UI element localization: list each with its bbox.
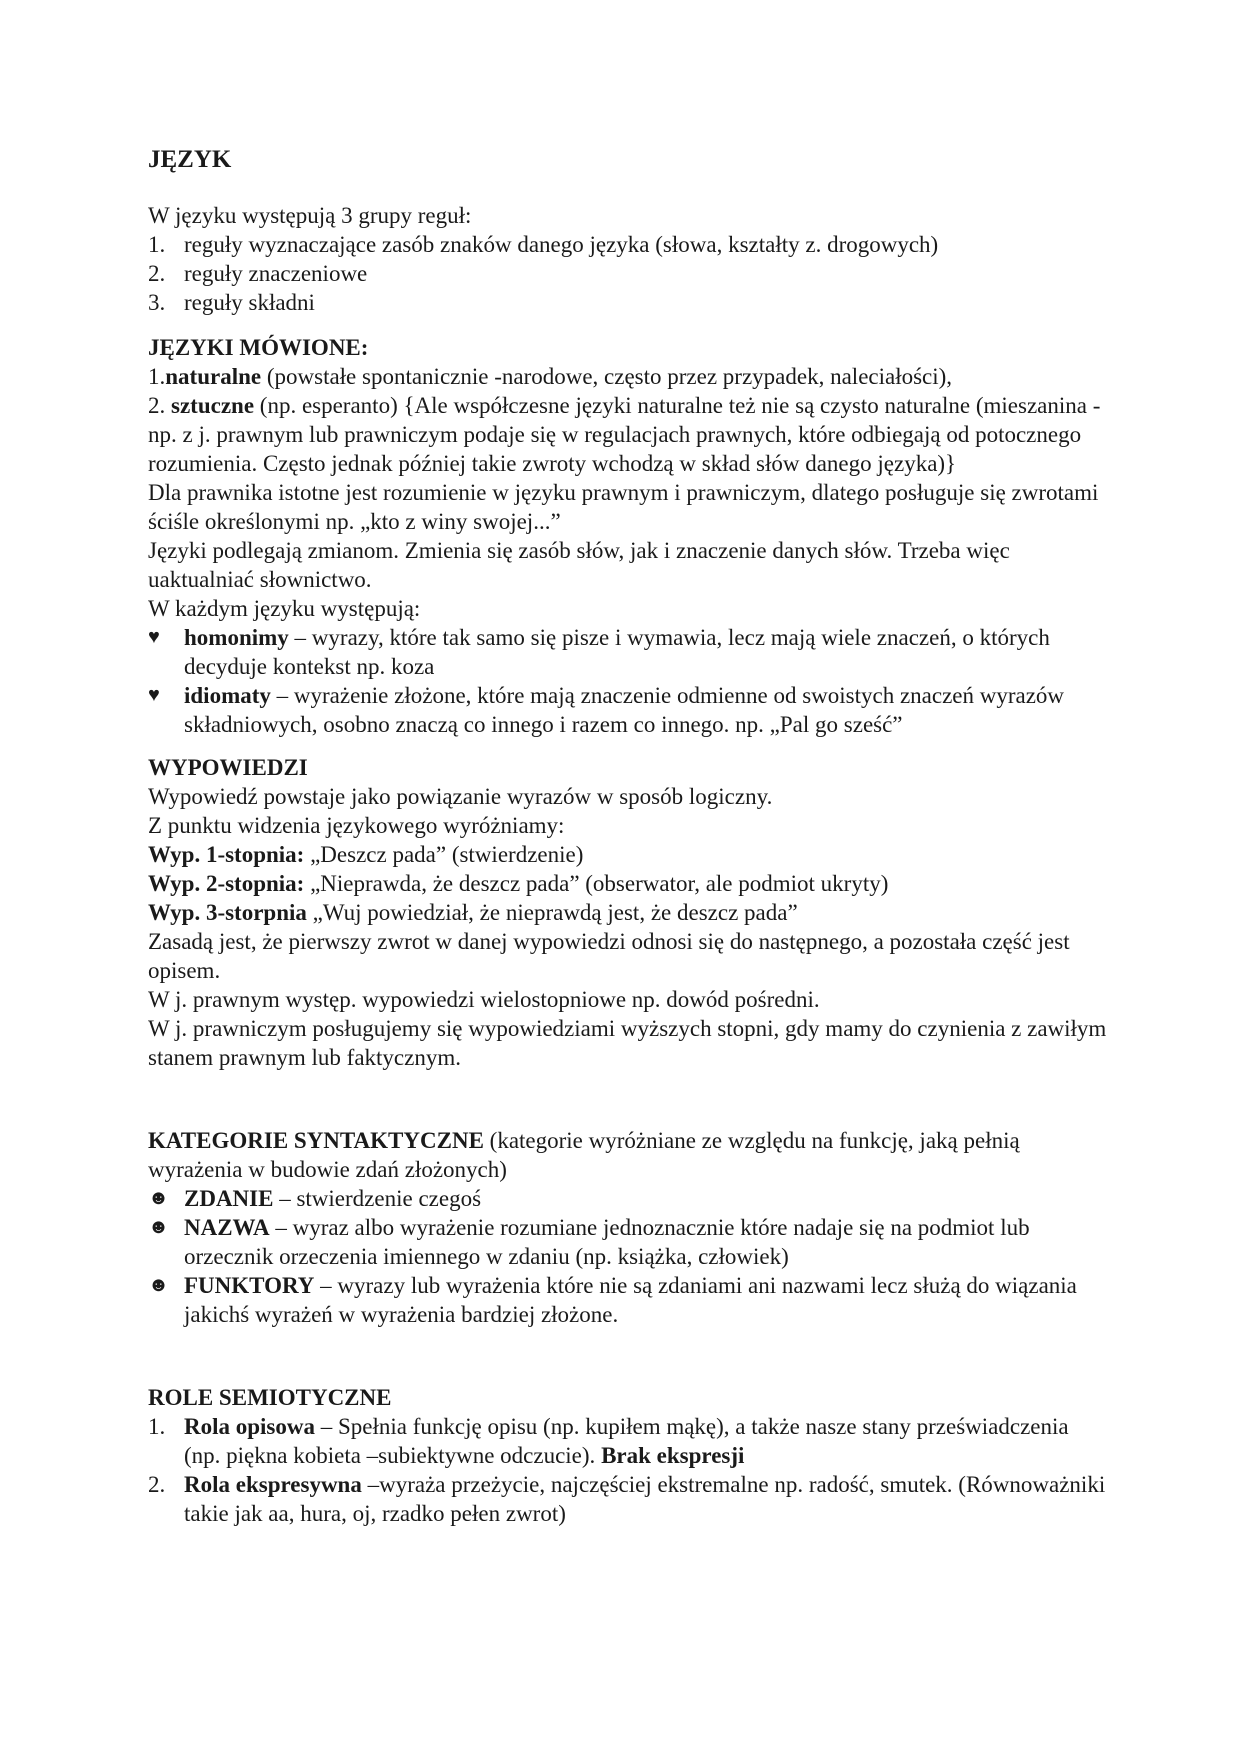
paragraph-natural: 1.naturalne (powstałe spontanicznie -narodowe, często przez przypadek, naleciałości), bbox=[148, 364, 953, 389]
section-heading: WYPOWIEDZI bbox=[148, 755, 308, 780]
paragraph: Z punktu widzenia językowego wyróżniamy: bbox=[148, 813, 565, 838]
degree-line: Wyp. 2-stopnia: „Nieprawda, że deszcz pada” (obserwator, ale podmiot ukryty) bbox=[148, 871, 889, 896]
utterances-section bbox=[148, 753, 1108, 1072]
spoken-languages-section bbox=[148, 333, 1108, 739]
list-item: 3. reguły składni bbox=[148, 290, 315, 315]
list-item: 2. reguły znaczeniowe bbox=[148, 261, 368, 286]
list-item: 1. reguły wyznaczające zasób znaków danego języka (słowa, kształty z. drogowych) bbox=[148, 232, 939, 257]
bullet-list bbox=[148, 1184, 1108, 1329]
list-item: ♥ homonimy – wyrazy, które tak samo się pisze i wymawia, lecz mają wiele znaczeń, o których decyduje kontekst np. koza bbox=[148, 625, 1050, 679]
rules-section bbox=[148, 201, 1108, 317]
smiley-icon: ☻ bbox=[148, 1216, 170, 1238]
rules-list bbox=[148, 230, 1108, 317]
paragraph-every-language: W każdym języku występują: bbox=[148, 596, 421, 621]
bullet-list bbox=[148, 623, 1108, 739]
paragraph: W j. prawniczym posługujemy się wypowiedziami wyższych stopni, gdy mamy do czynienia z zawiłym stanem prawnym lub faktycznym. bbox=[148, 1016, 1107, 1070]
section-heading: JĘZYKI MÓWIONE: bbox=[148, 335, 369, 360]
paragraph: Wypowiedź powstaje jako powiązanie wyrazów w sposób logiczny. bbox=[148, 784, 773, 809]
semiotic-roles-section bbox=[148, 1383, 1108, 1528]
list-item: 2. Rola ekspresywna –wyraża przeżycie, najczęściej ekstremalne np. radość, smutek. (Równoważniki takie jak aa, hura, oj, rzadko pełen zwrot) bbox=[148, 1472, 1106, 1526]
roles-list bbox=[148, 1412, 1108, 1528]
syntax-categories-section bbox=[148, 1126, 1108, 1329]
paragraph: Zasadą jest, że pierwszy zwrot w danej wypowiedzi odnosi się do następnego, a pozostała część jest opisem. bbox=[148, 929, 1070, 983]
page-title: JĘZYK bbox=[148, 146, 232, 173]
section-heading: ROLE SEMIOTYCZNE bbox=[148, 1385, 392, 1410]
list-item: ☻ NAZWA – wyraz albo wyrażenie rozumiane jednoznacznie które nadaje się na podmiot lub orzecznik orzeczenia imiennego w zdaniu (np. książka, człowiek) bbox=[148, 1215, 1030, 1269]
degree-line: Wyp. 1-stopnia: „Deszcz pada” (stwierdzenie) bbox=[148, 842, 584, 867]
smiley-icon: ☻ bbox=[148, 1274, 170, 1296]
list-item: ♥ idiomaty – wyrażenie złożone, które mają znaczenie odmienne od swoistych znaczeń wyrazów składniowych, osobno znaczą co innego i razem co innego. np. „Pal go sześć” bbox=[148, 683, 1065, 737]
section-heading: KATEGORIE SYNTAKTYCZNE (kategorie wyróżniane ze względu na funkcję, jaką pełnią wyrażenia w budowie zdań złożonych) bbox=[148, 1128, 1020, 1182]
rules-lead: W języku występują 3 grupy reguł: bbox=[148, 203, 472, 228]
smiley-icon: ☻ bbox=[148, 1187, 170, 1209]
heart-icon: ♥ bbox=[148, 626, 160, 648]
paragraph-lawyer: Dla prawnika istotne jest rozumienie w języku prawnym i prawniczym, dlatego posługuje się zwrotami ściśle określonymi np. „kto z winy swojej...” bbox=[148, 480, 1099, 534]
paragraph-changes: Języki podlegają zmianom. Zmienia się zasób słów, jak i znaczenie danych słów. Trzeba więc uaktualniać słownictwo. bbox=[148, 538, 1010, 592]
heart-icon: ♥ bbox=[148, 684, 160, 706]
paragraph: W j. prawnym występ. wypowiedzi wielostopniowe np. dowód pośredni. bbox=[148, 987, 820, 1012]
document-content bbox=[148, 145, 1108, 1528]
list-item: 1. Rola opisowa – Spełnia funkcję opisu (np. kupiłem mąkę), a także nasze stany przeświadczenia (np. piękna kobieta –subiektywne odczucie). Brak ekspresji bbox=[148, 1414, 1069, 1468]
list-item: ☻ ZDANIE – stwierdzenie czegoś bbox=[148, 1186, 482, 1211]
paragraph-artificial: 2. sztuczne (np. esperanto) {Ale współczesne języki naturalne też nie są czysto naturalne (mieszanina -np. z j. prawnym lub prawniczym podaje się w regulacjach prawnych, które odbiegają od potocznego rozumienia. Często jednak później takie zwroty wchodzą w skład słów danego języka)} bbox=[148, 393, 1101, 476]
degree-line: Wyp. 3-storpnia „Wuj powiedział, że nieprawdą jest, że deszcz pada” bbox=[148, 900, 798, 925]
list-item: ☻ FUNKTORY – wyrazy lub wyrażenia które nie są zdaniami ani nazwami lecz służą do wiązania jakichś wyrażeń w wyrażenia bardziej złożone. bbox=[148, 1273, 1077, 1327]
